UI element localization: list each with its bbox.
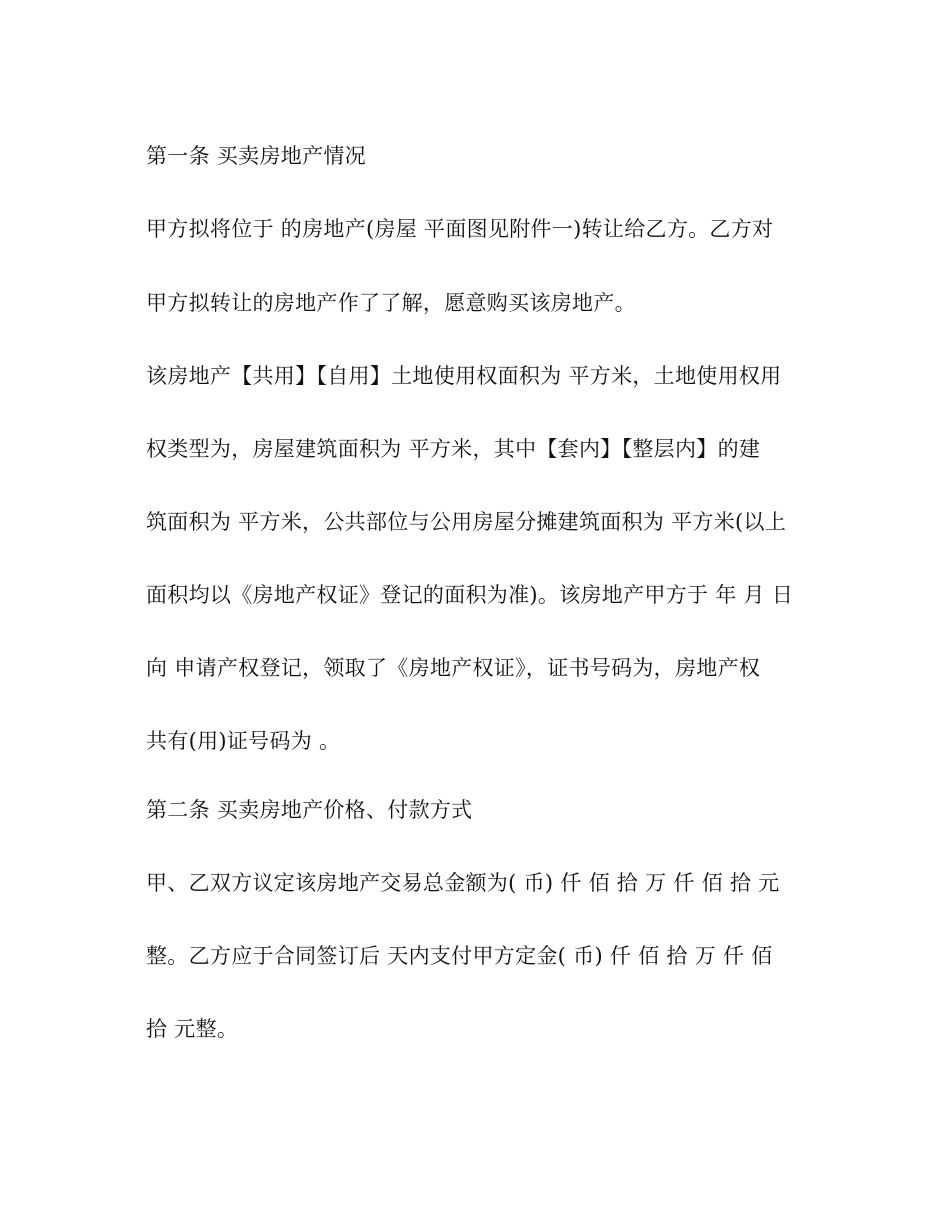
paragraph-line: 整。乙方应于合同签订后 天内支付甲方定金( 币) 仟 佰 拾 万 仟 佰 xyxy=(146,944,773,968)
paragraph-line: 筑面积为 平方米，公共部位与公用房屋分摊建筑面积为 平方米(以上 xyxy=(146,510,787,534)
paragraph-line: 共有(用)证号码为 。 xyxy=(146,729,341,753)
article-1-heading: 第一条 买卖房地产情况 xyxy=(146,144,366,168)
paragraph-line: 面积均以《房地产权证》登记的面积为准)。该房地产甲方于 年 月 日 xyxy=(146,583,794,607)
paragraph-line: 甲、乙双方议定该房地产交易总金额为( 币) 仟 佰 拾 万 仟 佰 拾 元 xyxy=(146,871,780,895)
paragraph-line: 向 申请产权登记，领取了《房地产权证》，证书号码为，房地产权 xyxy=(146,656,761,680)
paragraph-line: 拾 元整。 xyxy=(146,1017,239,1041)
paragraph-line: 甲方拟转让的房地产作了了解，愿意购买该房地产。 xyxy=(146,291,636,315)
paragraph-line: 该房地产【共用】【自用】土地使用权面积为 平方米，土地使用权用 xyxy=(146,364,782,388)
paragraph-line: 甲方拟将位于 的房地产(房屋 平面图见附件一)转让给乙方。乙方对 xyxy=(146,217,774,241)
paragraph-line: 权类型为，房屋建筑面积为 平方米，其中【套内】【整层内】的建 xyxy=(146,437,761,461)
article-2-heading: 第二条 买卖房地产价格、付款方式 xyxy=(146,798,473,822)
